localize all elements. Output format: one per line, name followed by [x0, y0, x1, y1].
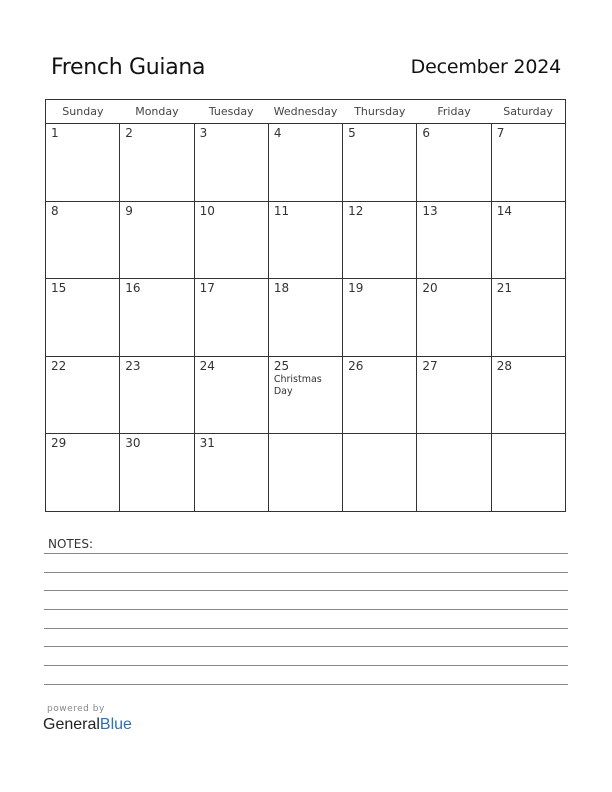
day-number: 4 — [273, 126, 282, 140]
calendar-day-cell — [46, 356, 120, 434]
day-number: 29 — [51, 436, 67, 451]
calendar-day-cell — [268, 356, 342, 434]
notes-line — [44, 572, 568, 573]
day-number: 16 — [125, 281, 141, 296]
calendar-day-cell — [194, 434, 268, 512]
weekday-header: Sunday — [46, 100, 120, 124]
day-number: 17 — [199, 281, 215, 296]
notes-label: NOTES: — [48, 537, 93, 551]
day-number: 27 — [422, 358, 438, 373]
calendar-day-cell — [268, 279, 342, 357]
day-number: 3 — [199, 126, 208, 140]
calendar-day-cell — [46, 201, 120, 279]
calendar-day-cell — [491, 434, 565, 512]
weekday-header-row — [46, 100, 566, 124]
day-number: 18 — [273, 281, 290, 296]
calendar-day-cell — [268, 201, 342, 279]
day-number: 6 — [422, 126, 431, 140]
notes-line — [44, 590, 568, 591]
notes-line — [44, 609, 568, 610]
calendar-day-cell — [194, 279, 268, 357]
notes-line — [44, 684, 568, 685]
day-number: 13 — [422, 203, 438, 218]
day-number: 15 — [51, 281, 67, 296]
calendar-day-cell — [343, 201, 417, 279]
day-number: 30 — [125, 436, 141, 451]
calendar-day-cell — [46, 124, 120, 202]
day-number: 2 — [125, 126, 133, 140]
calendar-day-cell — [343, 124, 417, 202]
day-number: 25 — [273, 358, 290, 373]
calendar-day-cell — [268, 124, 342, 202]
calendar-day-cell — [417, 124, 491, 202]
weekday-header: Saturday — [491, 100, 565, 124]
brand-general-text: General — [43, 716, 100, 733]
day-number — [417, 434, 490, 436]
notes-line — [44, 665, 568, 666]
day-number: 8 — [51, 203, 59, 218]
calendar-day-cell — [343, 356, 417, 434]
weekday-header: Monday — [120, 100, 194, 124]
calendar-day-cell — [46, 434, 120, 512]
generalblue-logo[interactable] — [43, 716, 132, 734]
calendar-day-cell — [268, 434, 342, 512]
calendar-week-row — [46, 279, 566, 357]
day-number: 12 — [348, 203, 364, 218]
weekday-header: Wednesday — [268, 100, 342, 124]
calendar-week-row — [46, 124, 566, 202]
day-number: 5 — [348, 126, 356, 140]
calendar-day-cell — [417, 201, 491, 279]
calendar-day-cell — [194, 124, 268, 202]
weekday-header: Tuesday — [194, 100, 268, 124]
calendar-day-cell — [491, 201, 565, 279]
day-number: 26 — [348, 358, 364, 373]
calendar-day-cell — [120, 356, 194, 434]
calendar-day-cell — [417, 279, 491, 357]
calendar-day-cell — [343, 279, 417, 357]
day-number: 21 — [496, 281, 512, 296]
day-number: 31 — [199, 436, 215, 451]
day-number — [492, 434, 565, 436]
calendar-month-title: December 2024 — [410, 56, 561, 78]
day-number: 14 — [496, 203, 512, 218]
weekday-header: Friday — [417, 100, 491, 124]
notes-line — [44, 553, 568, 554]
day-number: 7 — [496, 126, 505, 140]
calendar-day-cell — [417, 356, 491, 434]
calendar-day-cell — [46, 279, 120, 357]
calendar-day-cell — [417, 434, 491, 512]
day-number: 9 — [125, 203, 133, 218]
calendar-day-cell — [120, 124, 194, 202]
calendar-day-cell — [194, 201, 268, 279]
month-calendar-grid — [45, 99, 566, 512]
day-number: 11 — [273, 203, 290, 218]
calendar-week-row — [46, 201, 566, 279]
day-number — [269, 434, 342, 436]
notes-line — [44, 628, 568, 629]
calendar-week-row — [46, 356, 566, 434]
day-number: 22 — [51, 358, 67, 373]
day-number: 20 — [422, 281, 438, 296]
day-number: 1 — [51, 126, 59, 140]
holiday-label: Christmas Day — [273, 373, 322, 397]
day-number — [343, 434, 416, 436]
calendar-country-title: French Guiana — [51, 55, 206, 80]
day-number: 19 — [348, 281, 364, 296]
calendar-day-cell — [491, 124, 565, 202]
calendar-day-cell — [120, 279, 194, 357]
calendar-day-cell — [343, 434, 417, 512]
calendar-day-cell — [491, 279, 565, 357]
calendar-day-cell — [120, 201, 194, 279]
calendar-day-cell — [120, 434, 194, 512]
weekday-header: Thursday — [343, 100, 417, 124]
calendar-day-cell — [194, 356, 268, 434]
day-number: 24 — [199, 358, 215, 373]
calendar-week-row — [46, 434, 566, 512]
calendar-day-cell — [491, 356, 565, 434]
notes-line — [44, 646, 568, 647]
powered-by-text: powered by — [47, 704, 105, 714]
day-number: 23 — [125, 358, 141, 373]
day-number: 10 — [199, 203, 215, 218]
brand-blue-text: Blue — [99, 716, 132, 733]
day-number: 28 — [496, 358, 512, 373]
